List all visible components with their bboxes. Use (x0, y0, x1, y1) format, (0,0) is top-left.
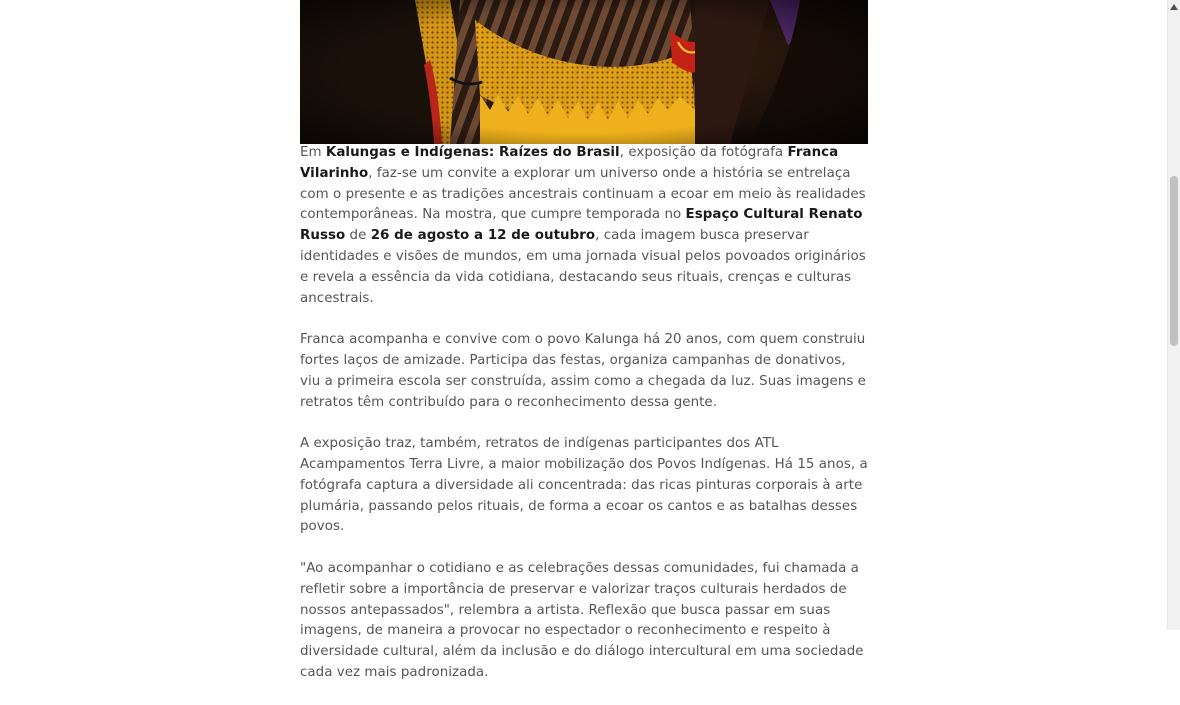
article-paragraph-2: Franca acompanha e convive com o povo Kalunga há 20 anos, com quem construiu fortes laços de amizade. Participa das festas, organiza campanhas de donativos, viu a primeira escola ser construída, assim como a chegada da luz. Suas imagens e retratos têm contribuído para o reconhecimento dessa gente. (300, 332, 866, 410)
paragraph-text: , faz-se um convite a explorar um universo onde a história se entrelaça com o presente e as tradições ancestrais continuam a ecoar em meio às realidades contemporâneas. Na mostra, que cumpre temporada no (300, 165, 866, 223)
article (300, 0, 868, 705)
paragraph-text: de (345, 228, 371, 244)
article-paragraph-3: A exposição traz, também, retratos de indígenas participantes dos ATL Acampamentos Terra Livre, a maior mobilização dos Povos Indígenas. Há 15 anos, a fotógrafa captura a diversidade ali concentrada: das ricas pinturas corporais à arte plumária, passando pelos rituais, de forma a ecoar os cantos e as batalhas desses povos. (300, 436, 868, 535)
article-paragraph-4: "Ao acompanhar o cotidiano e as celebrações dessas comunidades, fui chamada a refletir sobre a importância de preservar e valorizar traços culturais herdados de nossos antepassados", relembra a artista. Reflexão que busca passar em suas imagens, de maneira a provocar no espectador o reconhecimento e respeito à diversidade cultural, além da inclusão e do diálogo intercultural em uma sociedade cada vez mais padronizada. (300, 560, 864, 680)
article-paragraph-1 (300, 143, 868, 309)
photographer-name: Franca Vilarinho (300, 145, 839, 181)
paragraph-text: , cada imagem busca preservar identidades e visões de mundos, em uma jornada visual pelos povoados originários e revela a essência da vida cotidiana, destacando seus rituais, crenças e culturas ancestrais. (300, 228, 866, 306)
paragraph-text: Em (300, 145, 326, 160)
triangle-up-icon (1170, 4, 1178, 10)
exhibition-title: Kalungas e Indígenas: Raízes do Brasil (325, 145, 620, 160)
paragraph-text: , exposição da fotógrafa (619, 145, 788, 160)
venue-name: Espaço Cultural Renato Russo (300, 207, 863, 244)
hero-image (300, 0, 868, 144)
scrollbar-thumb[interactable] (1170, 176, 1178, 346)
exhibition-dates: 26 de agosto a 12 de outubro (370, 228, 596, 244)
hero-photo-illustration (300, 0, 868, 144)
article-body (300, 143, 868, 684)
scroll-up-button[interactable] (1168, 0, 1180, 14)
vertical-scrollbar[interactable] (1167, 0, 1180, 630)
